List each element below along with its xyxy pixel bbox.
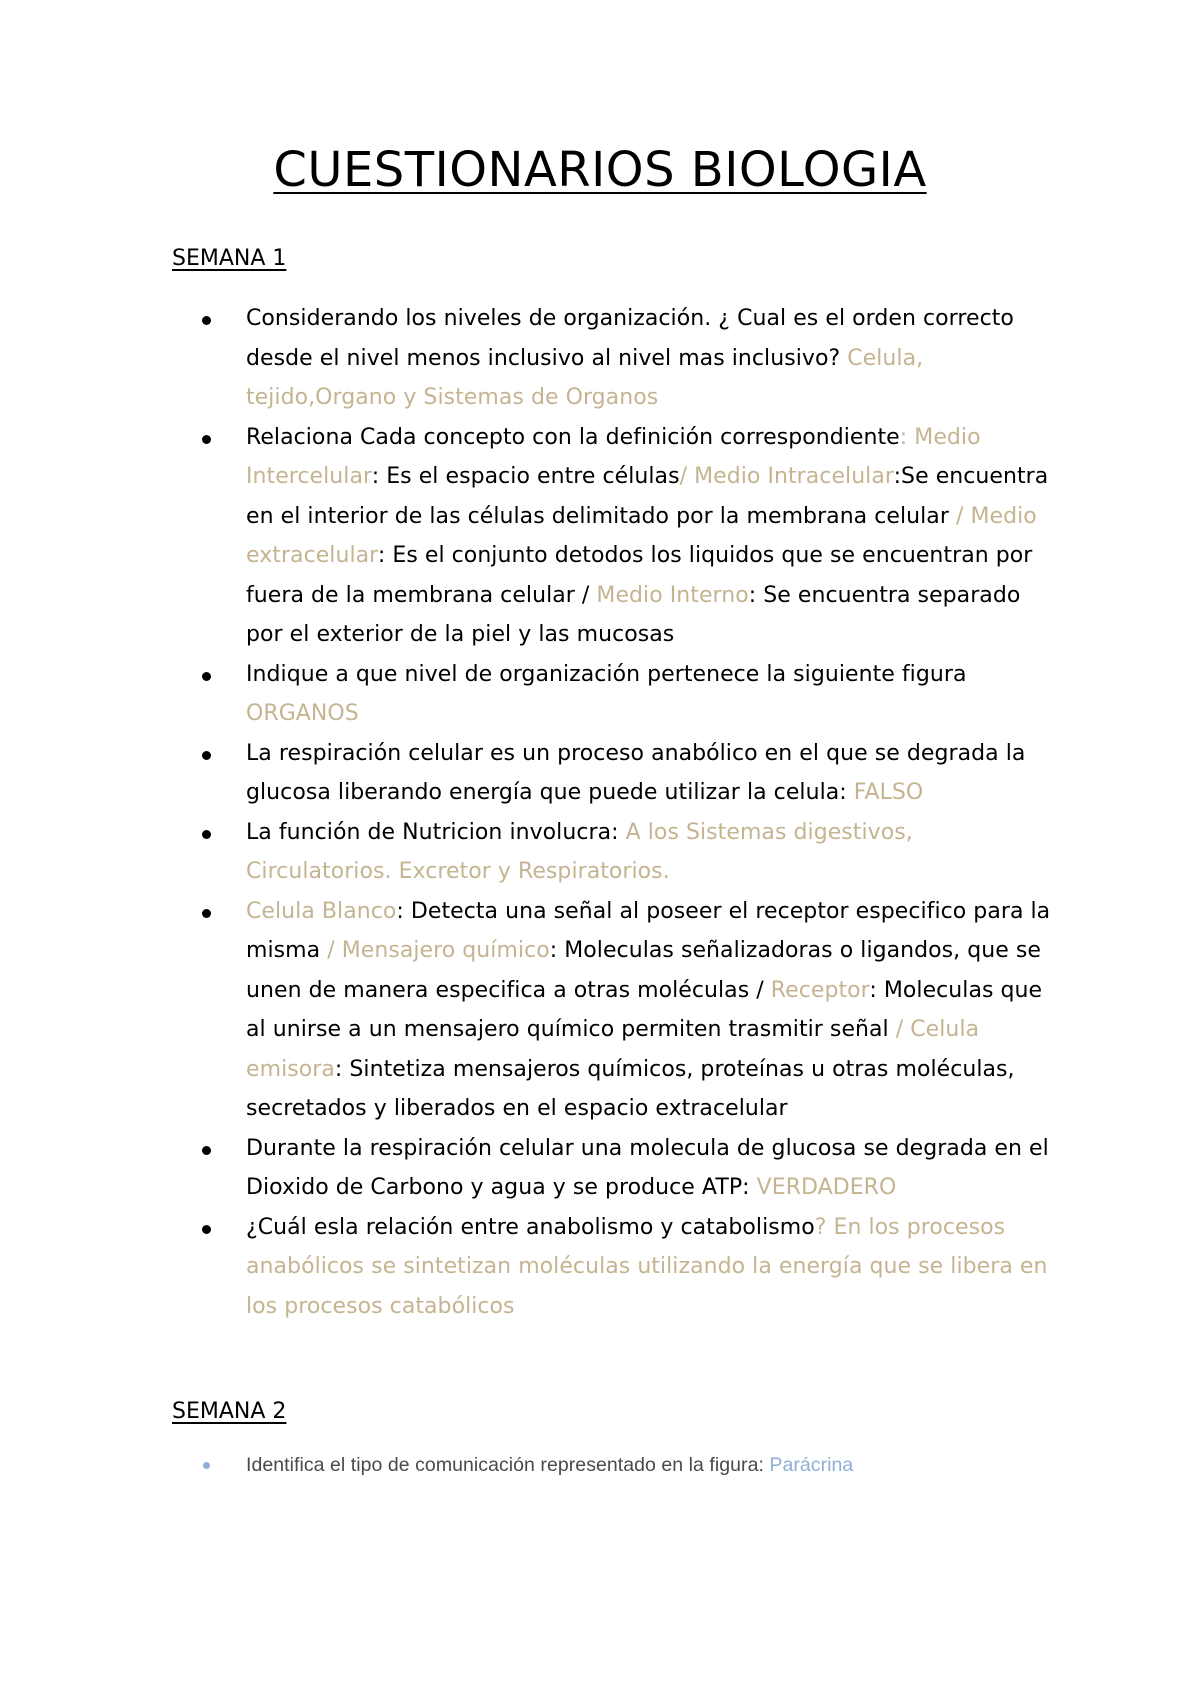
question-text: ¿Cuál esla relación entre anabolismo y catabolismo — [246, 1214, 815, 1240]
question-text: Durante la respiración celular una molecula de glucosa se degrada en el Dioxido de Carbono y agua y se produce ATP: — [246, 1135, 1049, 1200]
answer-text: : Medio Intercelular — [246, 424, 981, 489]
answer-text: Receptor — [770, 977, 870, 1003]
question-item — [172, 892, 1052, 1129]
section-heading-semana-1: SEMANA 1 — [172, 246, 287, 271]
answer-text: A los Sistemas digestivos, Circulatorios. Excretor y Respiratorios. — [246, 819, 913, 884]
answer-text: / Medio Intracelular — [679, 464, 894, 489]
section-heading-semana-2: SEMANA 2 — [172, 1399, 287, 1424]
answer-text: Celula, tejido,Organo y Sistemas de Organos — [246, 345, 924, 410]
question-text: Relaciona Cada concepto con la definición correspondiente — [246, 424, 900, 450]
bullet-icon — [202, 316, 211, 325]
question-text: : Moleculas que al unirse a un mensajero químico permiten trasmitir señal — [246, 977, 1043, 1042]
question-list-semana-1 — [172, 299, 1052, 1326]
document-title: CUESTIONARIOS BIOLOGIA — [273, 142, 927, 198]
question-text: : Es el espacio entre células — [371, 464, 680, 489]
question-text: : Sintetiza mensajeros químicos, proteínas u otras moléculas, secretados y liberados en el espacio extracelular — [246, 1056, 1015, 1121]
question-text: La función de Nutricion involucra: — [246, 819, 626, 845]
question-item — [172, 1208, 1052, 1327]
answer-text: ORGANOS — [246, 701, 359, 726]
question-item — [172, 1450, 1052, 1480]
question-text: Identifica el tipo de comunicación representado en la figura: — [246, 1454, 770, 1476]
question-text: Indique a que nivel de organización pertenece la siguiente figura — [246, 661, 967, 687]
bullet-icon — [202, 751, 211, 760]
answer-text: / Celula emisora — [246, 1017, 980, 1082]
answer-text: ? En los procesos anabólicos se sintetizan moléculas utilizando la energía que se libera en los procesos catabólicos — [246, 1214, 1048, 1319]
question-text: : Se encuentra separado por el exterior de la piel y las mucosas — [246, 582, 1021, 647]
answer-text: Parácrina — [769, 1454, 854, 1476]
bullet-icon — [202, 1225, 211, 1234]
question-item — [172, 734, 1052, 813]
question-list-semana-2 — [172, 1450, 1052, 1480]
answer-text: / Mensajero químico — [327, 938, 550, 963]
question-text: : Detecta una señal al poseer el receptor especifico para la misma — [246, 898, 1051, 963]
question-text: Considerando los niveles de organización. ¿ Cual es el orden correcto desde el nivel menos inclusivo al nivel mas inclusivo? — [246, 306, 1014, 371]
question-text: : Moleculas señalizadoras o ligandos, que se unen de manera especifica a otras moléculas / — [246, 938, 1042, 1003]
question-item — [172, 418, 1052, 655]
answer-text: FALSO — [853, 780, 924, 805]
question-item — [172, 1129, 1052, 1208]
answer-text: / Medio extracelular — [246, 503, 1037, 568]
bullet-icon — [202, 435, 211, 444]
bullet-icon — [202, 909, 211, 918]
answer-text: Medio Interno — [596, 582, 749, 608]
bullet-icon — [203, 1462, 210, 1469]
answer-text: VERDADERO — [756, 1175, 897, 1200]
answer-text: Celula Blanco — [246, 898, 397, 924]
question-text: :Se encuentra en el interior de las células delimitado por la membrana celular — [246, 464, 1049, 529]
question-item — [172, 813, 1052, 892]
question-item — [172, 299, 1052, 418]
question-text: : Es el conjunto detodos los liquidos que se encuentran por fuera de la membrana celular / — [246, 543, 1033, 608]
bullet-icon — [202, 830, 211, 839]
question-text: La respiración celular es un proceso anabólico en el que se degrada la glucosa liberando energía que puede utilizar la celula: — [246, 740, 1026, 805]
question-item — [172, 655, 1052, 734]
bullet-icon — [202, 1146, 211, 1155]
bullet-icon — [202, 672, 211, 681]
